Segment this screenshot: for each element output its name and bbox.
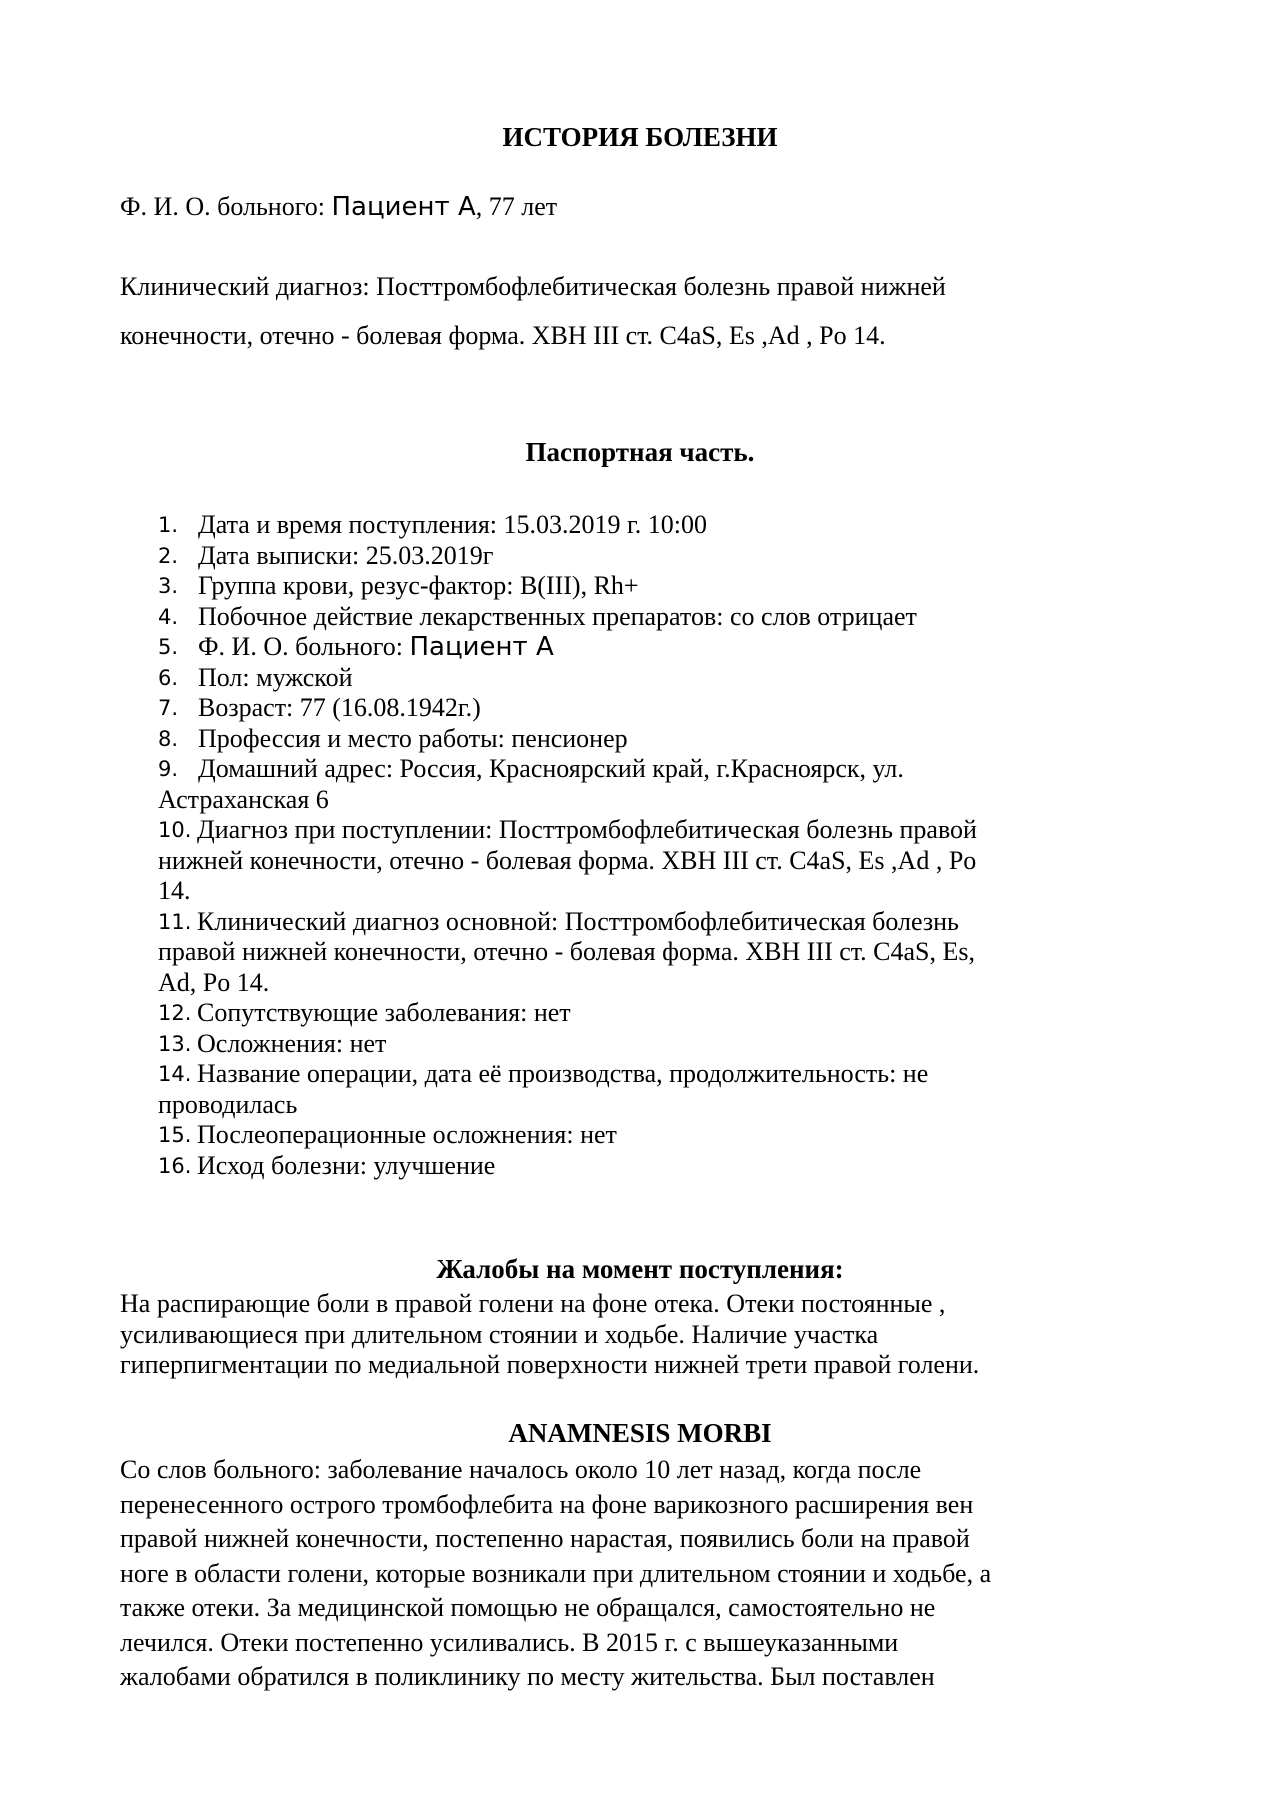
passport-item-number: 7. (158, 696, 179, 720)
patient-fio-line (120, 192, 1160, 223)
passport-item-number: 3. (158, 574, 179, 598)
passport-item (120, 815, 1160, 907)
passport-title: Паспортная часть. (525, 437, 755, 467)
passport-item (120, 541, 1160, 572)
passport-item-number: 13. (158, 1031, 192, 1056)
anamnesis-text (120, 1453, 1160, 1695)
passport-item-number: 8. (158, 726, 179, 751)
passport-item-line: проводилась (158, 1089, 298, 1119)
passport-item-line: Диагноз при поступлении: Посттромбофлебитическая болезнь правой (197, 815, 977, 844)
anamnesis-line: жалобами обратился в поликлинику по месту жительства. Был поставлен (120, 1662, 935, 1691)
diagnosis-line: конечности, отечно - болевая форма. ХВН III ст. C4aS, Es ,Ad , Po 14. (120, 321, 886, 350)
passport-item-line: Клинический диагноз основной: Посттромбофлебитическая болезнь (197, 906, 959, 936)
anamnesis-line: лечился. Отеки постепенно усиливались. В 2015 г. с вышеуказанными (120, 1627, 899, 1657)
passport-item-line: Домашний адрес: Россия, Красноярский край, г.Красноярск, ул. (198, 754, 904, 783)
passport-item-line: нижней конечности, отечно - болевая форма. ХВН III ст. C4aS, Es ,Ad , Po (158, 845, 977, 875)
passport-item-line: Астраханская 6 (158, 784, 329, 814)
complaints-text (120, 1289, 1160, 1381)
passport-item (120, 693, 1160, 724)
passport-item (120, 663, 1160, 694)
passport-item (120, 754, 1160, 815)
diagnosis-line: Клинический диагноз: Посттромбофлебитическая болезнь правой нижней (120, 272, 946, 301)
passport-item (120, 1029, 1160, 1060)
passport-item-number: 12. (158, 1001, 192, 1025)
passport-item-number: 4. (158, 604, 179, 629)
passport-item-line: Название операции, дата её производства, продолжительность: не (197, 1059, 929, 1088)
passport-item-number: 10. (158, 818, 192, 842)
passport-item (120, 998, 1160, 1029)
anamnesis-line: правой нижней конечности, постепенно нарастая, появились боли на правой (120, 1524, 970, 1553)
patient-name: Пациент А (409, 632, 554, 662)
passport-list (120, 510, 1160, 1181)
anamnesis-title: ANAMNESIS MORBI (508, 1418, 772, 1448)
passport-item-line: Возраст: 77 (16.08.1942г.) (198, 693, 481, 722)
passport-item (120, 1151, 1160, 1182)
passport-item-line: Дата выписки: 25.03.2019г (198, 540, 494, 570)
passport-item-number: 1. (158, 513, 179, 537)
passport-item-number: 9. (158, 757, 179, 781)
passport-item-line: правой нижней конечности, отечно - болевая форма. ХВН III ст. C4aS, Es, (158, 937, 976, 966)
passport-item-line: Исход болезни: улучшение (197, 1150, 496, 1180)
complaints-line: усиливающиеся при длительном стоянии и ходьбе. Наличие участка (120, 1319, 879, 1349)
passport-item-line: 14. (158, 876, 191, 905)
anamnesis-line: также отеки. За медицинской помощью не обращался, самостоятельно не (120, 1593, 936, 1622)
passport-item (120, 510, 1160, 541)
fio-label: Ф. И. О. больного: (198, 632, 410, 661)
anamnesis-line: ноге в области голени, которые возникали при длительном стоянии и ходьбе, а (120, 1558, 992, 1588)
passport-item-number: 14. (158, 1062, 192, 1086)
clinical-diagnosis (120, 262, 1160, 360)
main-title: ИСТОРИЯ БОЛЕЗНИ (502, 122, 778, 152)
passport-item-line: Дата и время поступления: 15.03.2019 г. 10:00 (198, 510, 707, 539)
patient-name: Пациент А (331, 192, 476, 222)
passport-item (120, 1120, 1160, 1151)
passport-item (120, 602, 1160, 633)
fio-label: Ф. И. О. больного: (120, 192, 332, 221)
complaints-line: гиперпигментации по медиальной поверхности нижней трети правой голени. (120, 1350, 980, 1379)
passport-item-number: 5. (158, 635, 179, 659)
passport-item-line: Осложнения: нет (197, 1028, 387, 1058)
complaints-title: Жалобы на момент поступления: (436, 1254, 844, 1284)
passport-item-number: 15. (158, 1123, 192, 1147)
passport-item-number: 11. (158, 909, 192, 934)
passport-item (120, 1059, 1160, 1120)
passport-item-line: Сопутствующие заболевания: нет (197, 998, 571, 1027)
passport-item-number: 16. (158, 1153, 192, 1178)
passport-item-line: Ad, Po 14. (158, 967, 270, 997)
complaints-line: На распирающие боли в правой голени на фоне отека. Отеки постоянные , (120, 1289, 946, 1318)
patient-age: , 77 лет (475, 192, 558, 221)
passport-item (120, 632, 1160, 663)
passport-item-line: Послеоперационные осложнения: нет (197, 1120, 617, 1149)
passport-item (120, 907, 1160, 999)
passport-item-line: Пол: мужской (198, 662, 353, 692)
passport-item (120, 571, 1160, 602)
passport-item-number: 6. (158, 665, 179, 690)
passport-item (120, 724, 1160, 755)
anamnesis-line: перенесенного острого тромбофлебита на фоне варикозного расширения вен (120, 1489, 974, 1519)
anamnesis-line: Со слов больного: заболевание началось около 10 лет назад, когда после (120, 1455, 922, 1484)
passport-item-number: 2. (158, 543, 179, 568)
passport-item-line: Побочное действие лекарственных препаратов: со слов отрицает (198, 601, 917, 631)
passport-item-line: Профессия и место работы: пенсионер (198, 723, 628, 753)
passport-item-line: Группа крови, резус-фактор: B(III), Rh+ (198, 571, 639, 600)
passport-item-line (120, 632, 1160, 663)
